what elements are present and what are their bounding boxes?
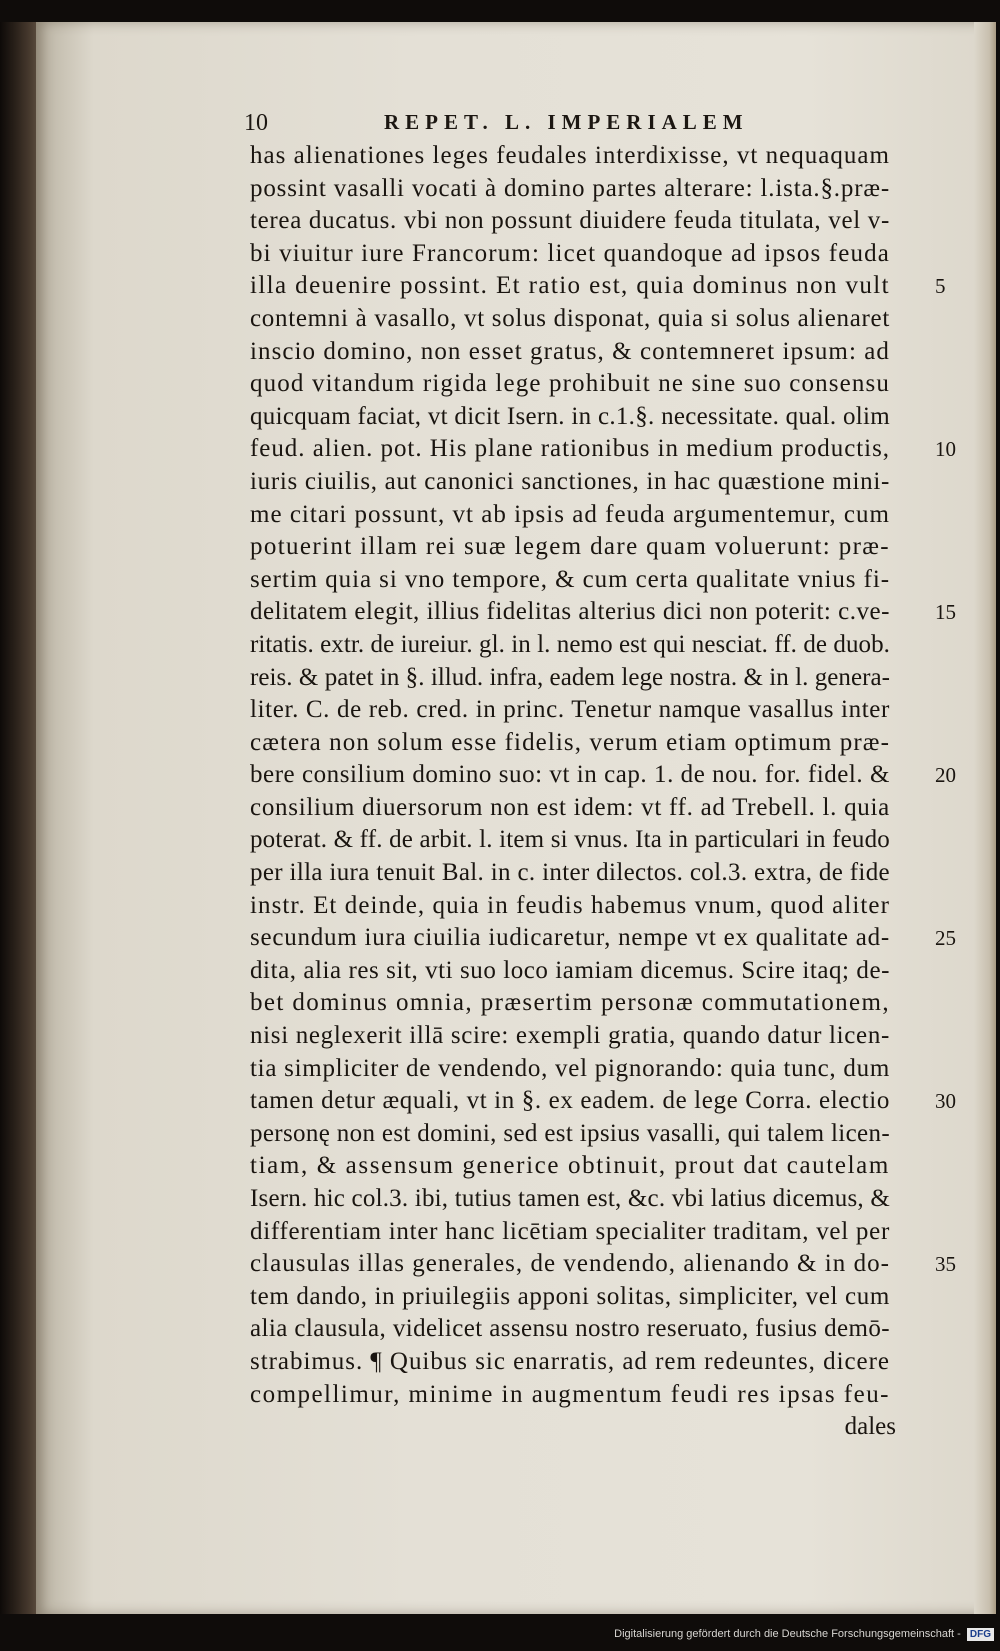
line-text: Isern. hic col.3. ibi, tutius tamen est, &c. vbi latius dicemus, & xyxy=(250,1185,890,1212)
line-text: me citari possunt, vt ab ipsis ad feuda argumentemur, cum xyxy=(250,500,890,528)
line-text: liter. C. de reb. cred. in princ. Tenetur namque vasallus inter xyxy=(250,696,890,724)
margin-line-number: 5 xyxy=(935,274,946,299)
dfg-logo: DFG xyxy=(967,1628,994,1641)
text-line xyxy=(250,1216,950,1249)
margin-line-number: 20 xyxy=(935,763,956,788)
line-text: bet dominus omnia, præsertim personæ commutationem, xyxy=(250,989,890,1017)
line-text: tem dando, in priuilegiis apponi solitas, simpliciter, vel cum xyxy=(250,1282,890,1310)
line-text: secundum iura ciuilia iudicaretur, nempe vt ex qualitate ad- xyxy=(250,924,890,952)
line-text: iuris ciuilis, aut canonici sanctiones, in hac quæstione mini- xyxy=(250,467,890,495)
line-text: possint vasalli vocati à domino partes alterare: l.ista.§.præ- xyxy=(250,174,890,202)
text-line xyxy=(250,1346,950,1379)
line-text: sertim quia si vno tempore, & cum certa qualitate vnius fi- xyxy=(250,565,890,593)
page-edge xyxy=(974,22,996,1614)
margin-line-number: 15 xyxy=(935,600,956,625)
text-line xyxy=(250,173,950,206)
text-line xyxy=(250,694,950,727)
text-line xyxy=(250,1313,950,1346)
line-text: alia clausula, videlicet assensu nostro reseruato, fusius demō- xyxy=(250,1315,890,1343)
text-line xyxy=(250,857,950,890)
text-line xyxy=(250,1118,950,1151)
line-text: reis. & patet in §. illud. infra, eadem lege nostra. & in l. genera- xyxy=(250,663,890,691)
text-line xyxy=(250,662,950,695)
text-line xyxy=(250,531,950,564)
text-line xyxy=(250,987,950,1020)
text-line xyxy=(250,140,950,173)
line-text: per illa iura tenuit Bal. in c. inter dilectos. col.3. extra, de fide xyxy=(250,859,890,887)
line-text: strabimus. ¶ Quibus sic enarratis, ad rem redeuntes, dicere xyxy=(250,1347,890,1375)
text-line xyxy=(250,499,950,532)
text-line xyxy=(250,629,950,662)
text-line xyxy=(250,1150,950,1183)
line-text: dales xyxy=(844,1413,896,1441)
text-line xyxy=(250,955,950,988)
line-text: ritatis. extr. de iureiur. gl. in l. nemo est qui nesciat. ff. de duob. xyxy=(250,630,890,658)
text-line xyxy=(250,238,950,271)
text-line xyxy=(250,1248,956,1281)
text-line xyxy=(250,368,950,401)
text-line xyxy=(250,1053,950,1086)
text-line xyxy=(250,433,956,466)
margin-line-number: 30 xyxy=(935,1089,956,1114)
text-line xyxy=(250,922,956,955)
text-line xyxy=(250,466,950,499)
text-line xyxy=(250,727,950,760)
line-text: terea ducatus. vbi non possunt diuidere feuda titulata, vel v- xyxy=(250,207,890,235)
body-text xyxy=(250,140,956,1444)
line-text: quicquam faciat, vt dicit Isern. in c.1.§. necessitate. qual. olim xyxy=(250,402,890,430)
digitization-credit xyxy=(594,1628,994,1644)
line-text: inscio domino, non esset gratus, & contemneret ipsum: ad xyxy=(250,337,890,365)
line-text: quod vitandum rigida lege prohibuit ne sine suo consensu xyxy=(250,370,890,398)
margin-line-number: 35 xyxy=(935,1252,956,1277)
text-line xyxy=(250,824,950,857)
line-text: consilium diuersorum non est idem: vt ff. ad Trebell. l. quia xyxy=(250,793,890,821)
text-line xyxy=(250,270,950,303)
text-line xyxy=(250,890,950,923)
text-line xyxy=(250,596,956,629)
text-line xyxy=(250,336,950,369)
line-text: bere consilium domino suo: vt in cap. 1. de nou. for. fidel. & xyxy=(250,761,890,789)
line-text: tiam, & assensum generice obtinuit, prout dat cautelam xyxy=(250,1152,890,1180)
text-line xyxy=(250,205,950,238)
text-line xyxy=(250,303,950,336)
text-line xyxy=(250,1020,950,1053)
line-text: contemni à vasallo, vt solus disponat, quia si solus alienaret xyxy=(250,304,890,332)
credit-text: Digitalisierung gefördert durch die Deutsche Forschungsgemeinschaft - xyxy=(614,1628,961,1640)
text-line xyxy=(250,401,950,434)
line-text: nisi neglexerit illā scire: exempli gratia, quando datur licen- xyxy=(250,1022,890,1050)
line-text: personę non est domini, sed est ipsius vasalli, qui talem licen- xyxy=(250,1119,890,1147)
text-line xyxy=(250,564,950,597)
text-line xyxy=(250,1183,950,1216)
margin-line-number: 25 xyxy=(935,926,956,951)
running-head: REPET. L. IMPERIALEM xyxy=(384,110,749,134)
line-text: poterat. & ff. de arbit. l. item si vnus. Ita in particulari in feudo xyxy=(250,826,890,854)
text-line xyxy=(250,1411,950,1444)
line-text: delitatem elegit, illius fidelitas alterius dici non poterit: c.ve- xyxy=(250,598,890,626)
line-text: dita, alia res sit, vti suo loco iamiam dicemus. Scire itaq; de- xyxy=(250,956,890,984)
text-line xyxy=(250,1379,950,1412)
line-text: feud. alien. pot. His plane rationibus in medium productis, xyxy=(250,435,890,463)
line-text: tia simpliciter de vendendo, vel pignorando: quia tunc, dum xyxy=(250,1054,890,1082)
page-number: 10 xyxy=(244,110,268,136)
page-header xyxy=(244,104,784,138)
text-line xyxy=(250,792,950,825)
line-text: illa deuenire possint. Et ratio est, quia dominus non vult xyxy=(250,272,890,300)
line-text: instr. Et deinde, quia in feudis habemus vnum, quod aliter xyxy=(250,891,890,919)
margin-line-number: 10 xyxy=(935,437,956,462)
text-line xyxy=(250,759,956,792)
text-line xyxy=(250,1085,956,1118)
text-line xyxy=(250,1281,950,1314)
line-text: compellimur, minime in augmentum feudi res ipsas feu- xyxy=(250,1380,890,1408)
line-text: bi viuitur iure Francorum: licet quandoque ad ipsos feuda xyxy=(250,239,890,267)
line-text: has alienationes leges feudales interdixisse, vt nequaquam xyxy=(250,142,890,169)
line-text: potuerint illam rei suæ legem dare quam voluerunt: præ- xyxy=(250,533,890,561)
line-text: tamen detur æquali, vt in §. ex eadem. de lege Corra. electio xyxy=(250,1087,890,1115)
line-text: cætera non solum esse fidelis, verum etiam optimum præ- xyxy=(250,728,890,756)
line-text: differentiam inter hanc licētiam specialiter traditam, vel per xyxy=(250,1217,890,1245)
line-text: clausulas illas generales, de vendendo, alienando & in do- xyxy=(250,1250,890,1278)
